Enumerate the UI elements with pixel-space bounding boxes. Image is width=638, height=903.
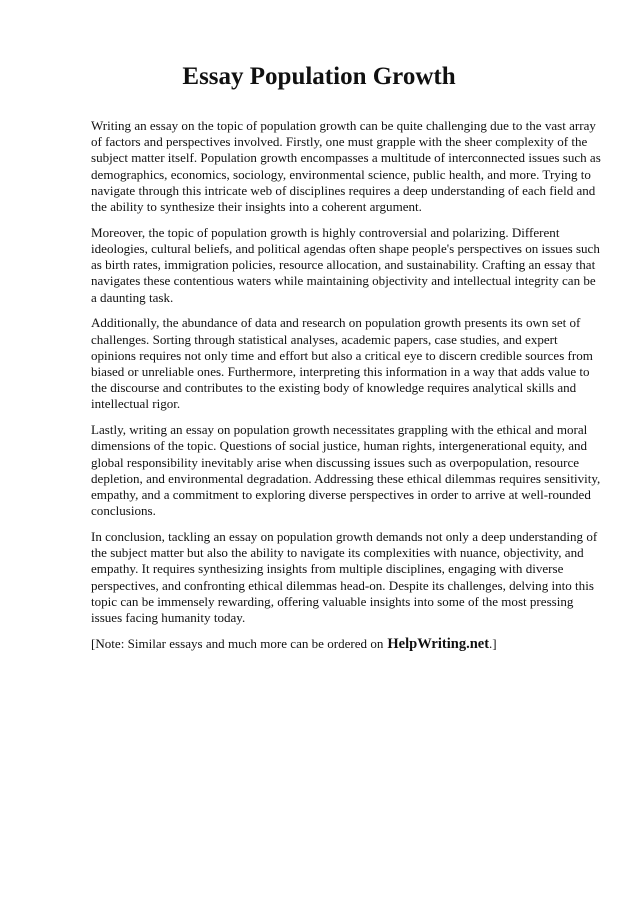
helpwriting-link[interactable]: HelpWriting.net [387,635,490,652]
note-suffix: .] [489,635,497,651]
paragraph-3: Additionally, the abundance of data and research on population growth presents its own set of challenges. Sorting through statistical analyses, academic papers, case studies, and expert opinions requires not only time and effort but also a critical eye to discern credible sources from biased or unreliable ones. Furthermore, interpreting this information in a way that adds value to the discourse and contributes to the existing body of knowledge requires analytical skills and intellectual rigor. [91,315,593,412]
note-prefix: [Note: Similar essays and much more can be ordered on [91,635,384,651]
paragraph-1: Writing an essay on the topic of population growth can be quite challenging due to the vast array of factors and perspectives involved. Firstly, one must grapple with the sheer complexity of the subject matter itself. Population growth encompasses a multitude of interconnected issues such as demographics, economics, sociology, environmental science, public health, and more. Trying to navigate through this intricate web of disciplines requires a deep understanding of each field and the ability to synthesize their insights into a coherent argument. [91,118,601,215]
paragraph-4: Lastly, writing an essay on population growth necessitates grappling with the ethical and moral dimensions of the topic. Questions of social justice, human rights, intergenerational equity, and global responsibility inevitably arise when discussing issues such as overpopulation, resource depletion, and environmental degradation. Addressing these ethical dilemmas requires sensitivity, empathy, and a commitment to exploring diverse perspectives in order to arrive at well-rounded conclusions. [91,422,601,519]
paragraph-2: Moreover, the topic of population growth is highly controversial and polarizing. Different ideologies, cultural beliefs, and political agendas often shape people's perspectives on issues such as birth rates, immigration policies, resource allocation, and sustainability. Crafting an essay that navigates these contentious waters while maintaining objectivity and intellectual integrity can be a daunting task. [91,224,600,305]
paragraph-5: In conclusion, tackling an essay on population growth demands not only a deep understanding of the subject matter but also the ability to navigate its complexities with nuance, objectivity, and empathy. It requires synthesizing insights from multiple disciplines, engaging with diverse perspectives, and confronting ethical dilemmas head-on. Despite its challenges, delving into this topic can be immensely rewarding, offering valuable insights into some of the most pressing issues facing humanity today. [91,529,598,626]
essay-body [91,118,601,652]
page-title: Essay Population Growth [182,63,456,90]
order-note [91,636,601,652]
